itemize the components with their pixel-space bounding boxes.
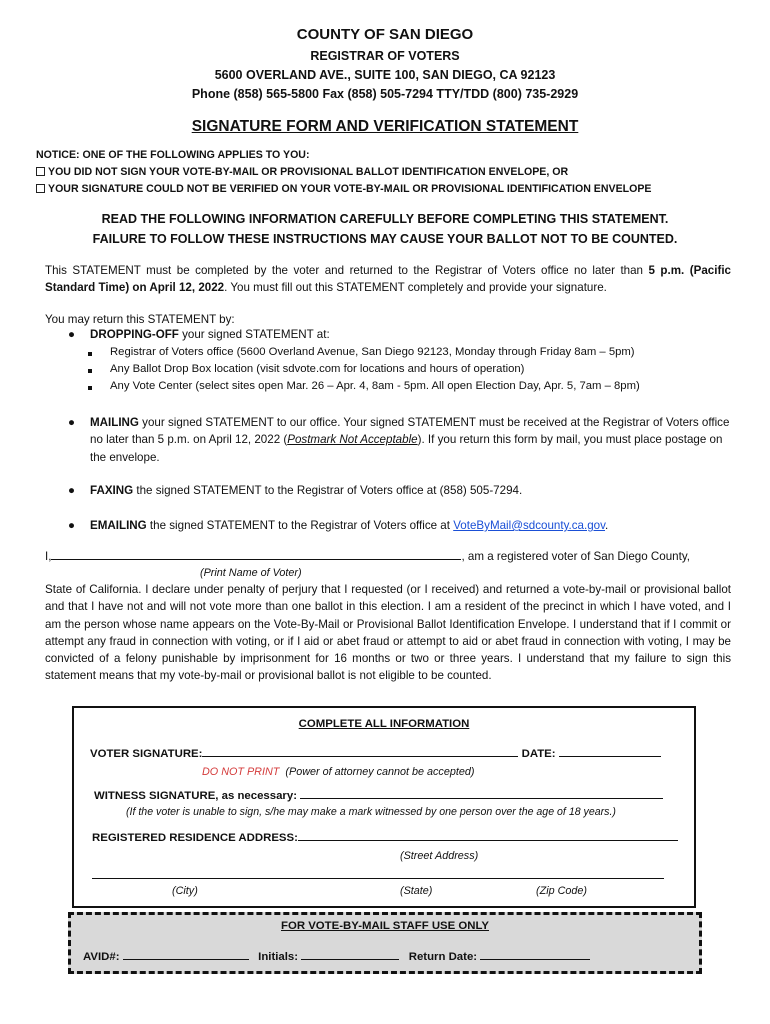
warning-line-2: FAILURE TO FOLLOW THESE INSTRUCTIONS MAY CAUSE YOUR BALLOT NOT TO BE COUNTED. (92, 232, 678, 246)
witness-note: (If the voter is unable to sign, s/he may make a mark witnessed by one person over the age of 18 years.) (126, 806, 616, 818)
state-caption: (State) (400, 885, 433, 897)
bullet-icon: ● (68, 484, 76, 497)
intro-paragraph: This STATEMENT must be completed by the voter and returned to the Registrar of Voters office no later than 5 p.m. (Pacific Standard Time) on April 12, 2022. You must fill out this STATEMENT completely and provide your signature. (45, 264, 731, 295)
voter-name-field[interactable] (51, 559, 461, 560)
date-field[interactable] (559, 756, 661, 757)
voter-signature-field[interactable] (202, 756, 518, 757)
return-date-field[interactable] (480, 959, 590, 960)
zip-caption: (Zip Code) (536, 885, 588, 897)
declaration-body: State of California. I declare under penalty of perjury that I requested (or I received) and returned a vote-by-mail or provisional ballot and that I have not and will not vote more than one ballot in this election. I am a resident of the precinct in which I have voted, and I am the person whose name appears on the Vote-By-Mail or Provisional Ballot Identification Envelope. I understand that if I commit or attempt any fraud in connection with voting, or if I aid or abet fraud or attempt to aid or abet fraud in connection with voting, I may be convicted of a felony punishable by imprisonment for 16 months or two or three years. I understand that my failure to sign this statement means that my vote-by-mail or provisional ballot is not eligible to be counted. (45, 583, 731, 683)
poa-note-row: DO NOT PRINT (Power of attorney cannot be accepted) (202, 766, 475, 778)
residence-row: REGISTERED RESIDENCE ADDRESS: (92, 832, 678, 844)
notice-heading: NOTICE: ONE OF THE FOLLOWING APPLIES TO YOU: (36, 149, 310, 161)
notice-option-1: YOU DID NOT SIGN YOUR VOTE-BY-MAIL OR PROVISIONAL BALLOT IDENTIFICATION ENVELOPE, OR (36, 166, 568, 178)
dropping-location-1: Registrar of Voters office (5600 Overland Avenue, San Diego 92123, Monday through Friday 8am – 5pm) (88, 346, 728, 364)
notice-option-2: YOUR SIGNATURE COULD NOT BE VERIFIED ON YOUR VOTE-BY-MAIL OR PROVISIONAL IDENTIFICATION ENVELOPE (36, 183, 652, 195)
email-link[interactable]: VoteByMail@sdcounty.ca.gov (453, 519, 606, 532)
staff-heading: FOR VOTE-BY-MAIL STAFF USE ONLY (281, 920, 489, 932)
dropping-location-3: Any Vote Center (select sites open Mar. 26 – Apr. 4, 8am - 5pm. All open Election Day, Apr. 5, 7am – 8pm) (88, 380, 728, 398)
staff-fields-row: AVID#: Initials: Return Date: (83, 951, 590, 963)
warning-line-1: READ THE FOLLOWING INFORMATION CAREFULLY BEFORE COMPLETING THIS STATEMENT. (101, 212, 669, 226)
initials-field[interactable] (301, 959, 399, 960)
bullet-icon: ● (68, 519, 76, 532)
avid-field[interactable] (123, 959, 249, 960)
county-name: COUNTY OF SAN DIEGO (296, 26, 474, 43)
square-bullet-icon (88, 369, 92, 373)
info-box-heading: COMPLETE ALL INFORMATION (298, 718, 470, 730)
witness-signature-field[interactable] (300, 798, 663, 799)
bullet-icon: ● (68, 328, 76, 341)
form-title: SIGNATURE FORM AND VERIFICATION STATEMENT (191, 118, 579, 135)
declaration-name-line: I, , am a registered voter of San Diego County, (45, 550, 691, 563)
bullet-icon: ● (68, 416, 76, 429)
faxing-item: ● FAXING the signed STATEMENT to the Registrar of Voters office at (858) 505-7294. (68, 482, 738, 499)
name-caption: (Print Name of Voter) (200, 567, 302, 579)
city-caption: (City) (172, 885, 198, 897)
office-address: 5600 OVERLAND AVE., SUITE 100, SAN DIEGO, CA 92123 (214, 68, 556, 82)
city-state-zip-field[interactable] (92, 866, 664, 879)
office-phones: Phone (858) 565-5800 Fax (858) 505-7294 TTY/TDD (800) 735-2929 (191, 87, 579, 101)
complete-info-box (72, 706, 696, 908)
square-bullet-icon (88, 386, 92, 390)
mailing-item: ● MAILING your signed STATEMENT to our office. Your signed STATEMENT must be received at the Registrar of Voters office no later than 5 p.m. on April 12, 2022 (Postmark Not Acceptable). If you return this form by mail, you must place postage on the envelope. (68, 416, 730, 464)
dropping-location-2: Any Ballot Drop Box location (visit sdvote.com for locations and hours of operation) (88, 363, 728, 381)
staff-use-box (68, 912, 702, 974)
square-bullet-icon (88, 352, 92, 356)
witness-row: WITNESS SIGNATURE, as necessary: (94, 790, 663, 802)
checkbox-icon[interactable] (36, 167, 45, 176)
checkbox-icon[interactable] (36, 184, 45, 193)
emailing-item: ● EMAILING the signed STATEMENT to the Registrar of Voters office at VoteByMail@sdcounty.ca.gov. (68, 517, 738, 534)
voter-signature-row: VOTER SIGNATURE: DATE: (90, 748, 661, 760)
office-name: REGISTRAR OF VOTERS (310, 49, 460, 63)
do-not-print-note: DO NOT PRINT (202, 766, 280, 778)
dropping-off-item: ● DROPPING-OFF your signed STATEMENT at: (68, 328, 330, 341)
return-intro: You may return this STATEMENT by: (45, 313, 235, 326)
street-caption: (Street Address) (400, 850, 479, 862)
street-address-field[interactable] (298, 840, 678, 841)
